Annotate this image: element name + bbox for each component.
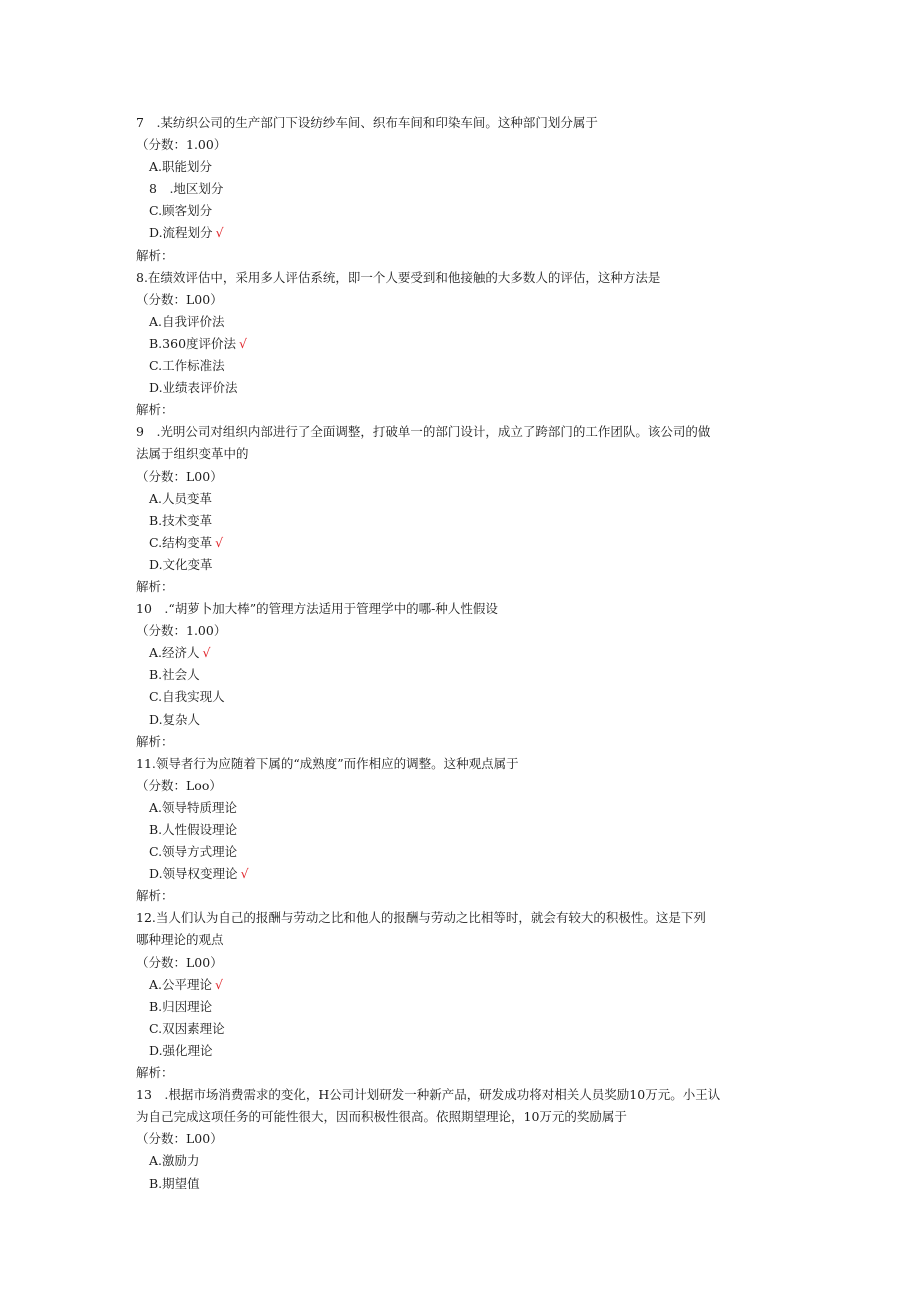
answer-option [136,841,786,863]
question-score: （分数：L00） [136,291,223,307]
answer-option [136,863,786,885]
answer-option [136,488,786,510]
question-stem: 法属于组织变革中的 [136,446,249,462]
analysis-label: 解析： [136,247,174,263]
analysis-label: 解析： [136,402,174,418]
correct-check-icon: √ [215,534,224,550]
answer-option [136,664,786,686]
answer-option-text: C.顾客划分 [149,203,213,219]
answer-option-text: B.社会人 [149,667,200,683]
question-block [136,112,786,267]
answer-option-text: C.工作标准法 [149,358,225,374]
answer-option-text: D.文化变革 [149,556,213,572]
answer-option-text: D.业绩表评价法 [149,380,238,396]
answer-option-text: A.经济人 [149,645,200,661]
answer-option [136,797,786,819]
question-block [136,267,786,422]
question-stem: 哪种理论的观点 [136,932,224,948]
question-stem: 10 .“胡萝卜加大棒”的管理方法适用于管理学中的哪-种人性假设 [136,601,498,617]
answer-option [136,200,786,222]
answer-option-text: B.人性假设理论 [149,822,238,837]
answer-option [136,1040,786,1062]
analysis-label: 解析： [136,888,174,904]
answer-option [136,974,786,996]
answer-option-text: A.职能划分 [149,159,213,175]
question-stem: 12.当人们认为自己的报酬与劳动之比和他人的报酬与劳动之比相等时，就会有较大的积极性。这是下列 [136,910,706,926]
answer-option [136,532,786,554]
question-stem: 9 .光明公司对组织内部进行了全面调整，打破单一的部门设计，成立了跨部门的工作团队。该公司的做 [136,424,711,440]
correct-check-icon: √ [202,645,211,661]
answer-option-text: B.归因理论 [149,998,213,1014]
correct-check-icon: √ [215,976,223,992]
analysis-label: 解析： [136,578,174,594]
question-score: （分数：1.00） [136,137,227,153]
answer-option-text: A.激励力 [149,1153,200,1169]
answer-option [136,554,786,576]
question-score: （分数：L00） [136,1131,223,1147]
answer-option [136,819,786,841]
question-stem: 8.在绩效评估中，采用多人评估系统，即一个人要受到和他接触的大多数人的评估，这种方法是 [136,269,661,285]
answer-option [136,311,786,333]
question-score: （分数：L00） [136,468,223,484]
question-score: （分数：Loo） [136,777,222,793]
correct-check-icon: √ [240,866,249,882]
answer-option [136,1018,786,1040]
answer-option-text: B.期望值 [149,1175,200,1191]
correct-check-icon: √ [215,225,224,241]
answer-option-text: C.结构变革 [149,534,213,550]
analysis-label: 解析： [136,1065,174,1081]
answer-option-text: B.360度评价法 [149,335,237,351]
answer-option [136,178,786,200]
answer-option-text: 8 .地区划分 [149,181,224,197]
question-stem: 11.领导者行为应随着下属的“成熟度”而作相应的调整。这种观点属于 [136,755,519,771]
answer-option-text: C.双因素理论 [149,1020,225,1036]
question-score: （分数：L00） [136,954,223,970]
answer-option-text: C.自我实现人 [149,689,225,705]
question-block [136,421,786,598]
question-block [136,753,786,908]
answer-option [136,333,786,355]
answer-option-text: A.人员变革 [149,490,213,506]
answer-option [136,1150,786,1172]
question-stem: 13 .根据市场消费需求的变化，H公司计划研发一种新产品，研发成功将对相关人员奖励10万元。小王认 [136,1087,721,1103]
answer-option [136,709,786,731]
answer-option [136,510,786,532]
answer-option [136,686,786,708]
question-score: （分数：1.00） [136,623,227,639]
answer-option-text: B.技术变革 [149,512,213,528]
answer-option [136,377,786,399]
question-block [136,598,786,753]
analysis-label: 解析： [136,733,174,749]
question-stem: 7 .某纺织公司的生产部门下设纺纱车间、织布车间和印染车间。这种部门划分属于 [136,115,598,130]
answer-option [136,642,786,664]
exam-document [136,112,786,1195]
answer-option-text: D.流程划分 [149,225,213,241]
question-block [136,907,786,1084]
answer-option-text: C.领导方式理论 [149,844,238,860]
answer-option [136,355,786,377]
answer-option-text: A.公平理论 [149,976,213,992]
answer-option-text: A.领导特质理论 [149,799,238,815]
answer-option-text: D.复杂人 [149,711,201,727]
answer-option-text: D.领导权变理论 [149,866,238,882]
answer-option [136,156,786,178]
question-block [136,1084,786,1194]
question-stem: 为自己完成这项任务的可能性很大，因而积极性很高。依照期望理论，10万元的奖励属于 [136,1109,627,1125]
answer-option [136,1173,786,1195]
answer-option [136,996,786,1018]
answer-option [136,222,786,244]
answer-option-text: A.自我评价法 [149,313,225,329]
answer-option-text: D.强化理论 [149,1042,213,1058]
correct-check-icon: √ [239,335,247,351]
